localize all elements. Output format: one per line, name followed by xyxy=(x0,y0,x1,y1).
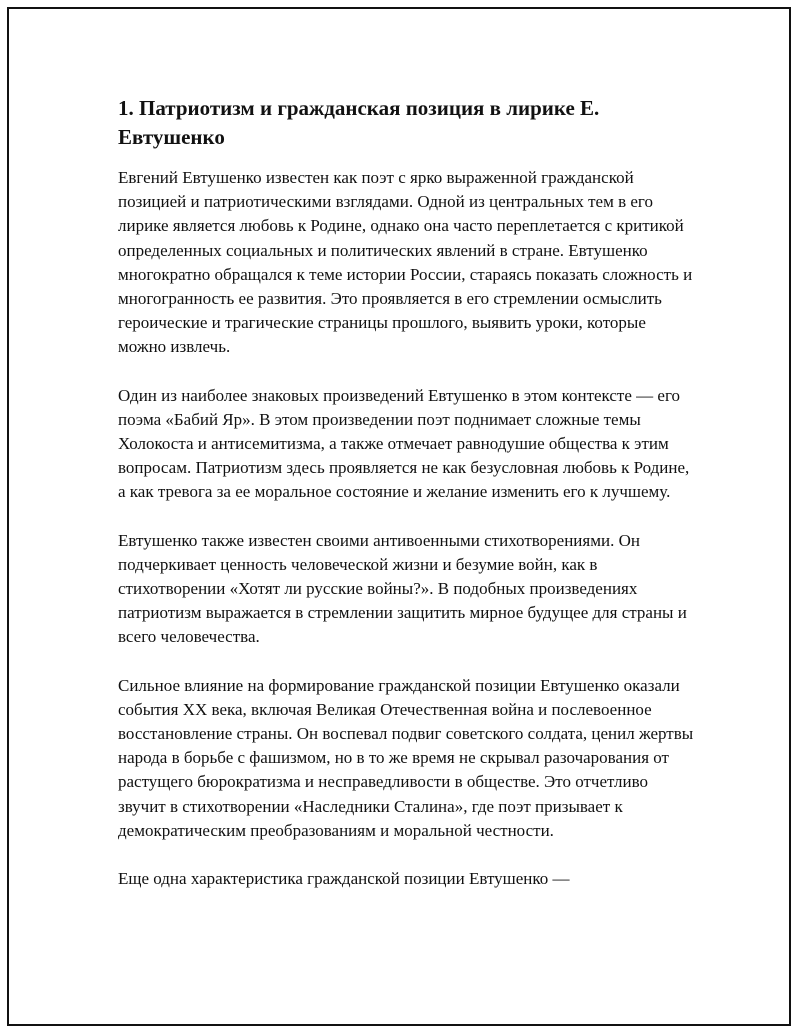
paragraph-1: Евгений Евтушенко известен как поэт с ярко выраженной гражданской позицией и патриотическими взглядами. Одной из центральных тем в его лирике является любовь к Родине, однако она часто переплетается с критикой определенных социальных и политических явлений в стране. Евтушенко многократно обращался к теме истории России, стараясь показать сложность и многогранность ее развития. Это проявляется в его стремлении осмыслить героические и трагические страницы прошлого, выявить уроки, которые можно извлечь. xyxy=(118,168,693,357)
paragraph-4: Сильное влияние на формирование гражданской позиции Евтушенко оказали события XX века, включая Великая Отечественная война и послевоенное восстановление страны. Он воспевал подвиг советского солдата, ценил жертвы народа в борьбе с фашизмом, но в то же время не скрывал разочарования от растущего бюрократизма и несправедливости в обществе. Это отчетливо звучит в стихотворении «Наследники Сталина», где поэт призывает к демократическим преобразованиям и моральной честности. xyxy=(118,675,694,840)
paragraph-2: Один из наиболее знаковых произведений Евтушенко в этом контексте — его поэма «Бабий Яр». В этом произведении поэт поднимает сложные темы Холокоста и антисемитизма, а также отмечает равнодушие общества к этим вопросам. Патриотизм здесь проявляется не как безусловная любовь к Родине, а как тревога за ее моральное состояние и желание изменить его к лучшему. xyxy=(118,385,690,502)
paragraph-5: Еще одна характеристика гражданской позиции Евтушенко — xyxy=(118,869,570,889)
document-body xyxy=(118,94,698,915)
section-heading: 1. Патриотизм и гражданская позиция в лирике Е. Евтушенко xyxy=(118,96,600,149)
paragraph-3: Евтушенко также известен своими антивоенными стихотворениями. Он подчеркивает ценность человеческой жизни и безумие войн, как в стихотворении «Хотят ли русские войны?». В подобных произведениях патриотизм выражается в стремлении защитить мирное будущее для страны и всего человечества. xyxy=(118,530,687,647)
